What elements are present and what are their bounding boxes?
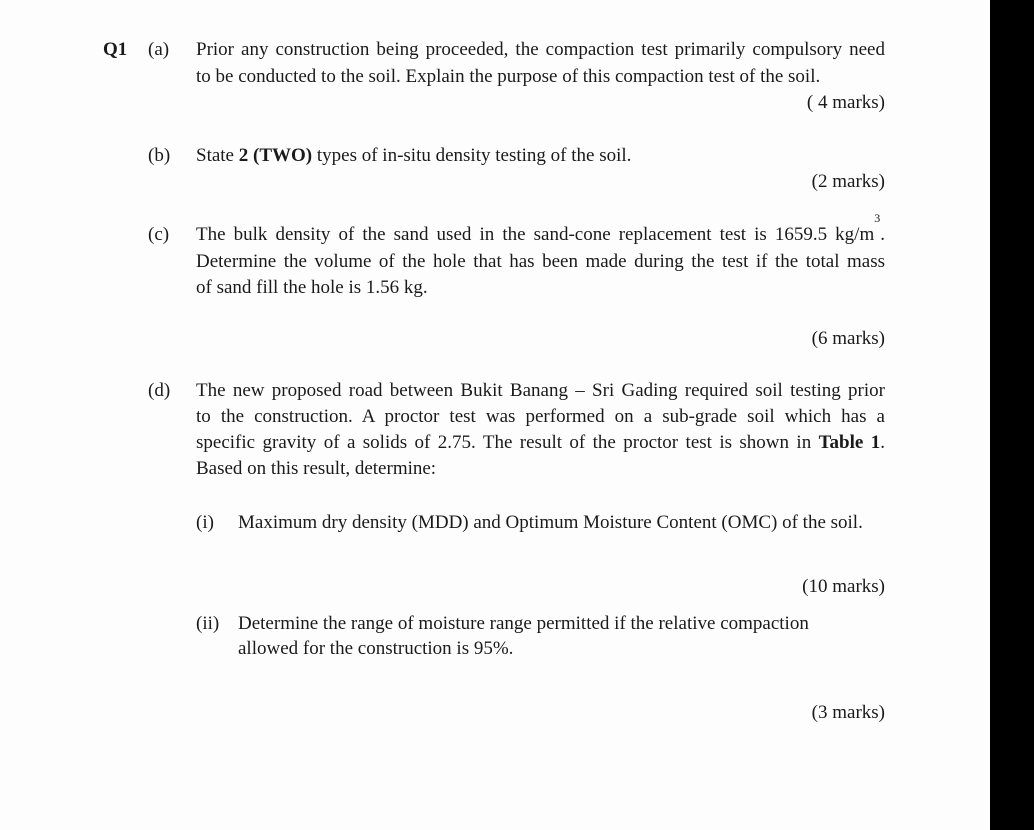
part-b-label: (b) <box>148 145 171 166</box>
part-d-ii-label: (ii) <box>196 613 220 634</box>
part-b-text-bold: 2 (TWO) <box>238 145 313 166</box>
right-black-border <box>990 0 1034 830</box>
part-b-text-pre: State <box>196 145 239 166</box>
part-d-line2: to the construction. A proctor test was performed on a sub-grade soil which has a <box>196 406 885 427</box>
part-c-line1-post: . <box>880 224 885 245</box>
part-d-ii-marks: (3 marks) <box>811 702 885 723</box>
part-d-line3 <box>196 430 885 456</box>
part-c-marks: (6 marks) <box>811 328 885 349</box>
part-c-line1 <box>196 211 885 248</box>
part-c-line3: of sand fill the hole is 1.56 kg. <box>196 277 428 298</box>
part-d-label: (d) <box>148 380 171 401</box>
part-a-marks: ( 4 marks) <box>806 92 885 113</box>
part-d-i-marks: (10 marks) <box>802 576 885 597</box>
part-a-line1: Prior any construction being proceeded, the compaction test primarily compulsory need <box>196 39 885 60</box>
part-d-i-label: (i) <box>196 512 214 533</box>
question-number: Q1 <box>103 39 128 60</box>
part-a-line2: to be conducted to the soil. Explain the purpose of this compaction test of the soil. <box>196 66 821 87</box>
part-d-line1: The new proposed road between Bukit Banang – Sri Gading required soil testing prior <box>196 380 885 401</box>
part-d-line3-post: . <box>880 432 885 453</box>
part-d-i-text: Maximum dry density (MDD) and Optimum Moisture Content (OMC) of the soil. <box>238 512 863 533</box>
part-d-table-ref: Table 1 <box>818 432 881 453</box>
part-d-line3-pre: specific gravity of a solids of 2.75. The result of the proctor test is shown in <box>196 432 819 453</box>
part-a-label: (a) <box>148 39 170 60</box>
part-c-superscript: 3 <box>874 211 881 225</box>
part-b-text-post: types of in-situ density testing of the soil. <box>312 145 632 166</box>
part-d-ii-line2: allowed for the construction is 95%. <box>238 638 514 659</box>
part-b-text <box>196 143 631 169</box>
part-b-marks: (2 marks) <box>811 171 885 192</box>
part-c-line2: Determine the volume of the hole that has been made during the test if the total mass <box>196 251 885 272</box>
part-d-line4: Based on this result, determine: <box>196 458 437 479</box>
part-d-ii-line1: Determine the range of moisture range permitted if the relative compaction <box>238 613 809 634</box>
part-c-label: (c) <box>148 224 170 245</box>
part-c-line1-pre: The bulk density of the sand used in the sand-cone replacement test is 1659.5 kg/m <box>196 224 875 245</box>
